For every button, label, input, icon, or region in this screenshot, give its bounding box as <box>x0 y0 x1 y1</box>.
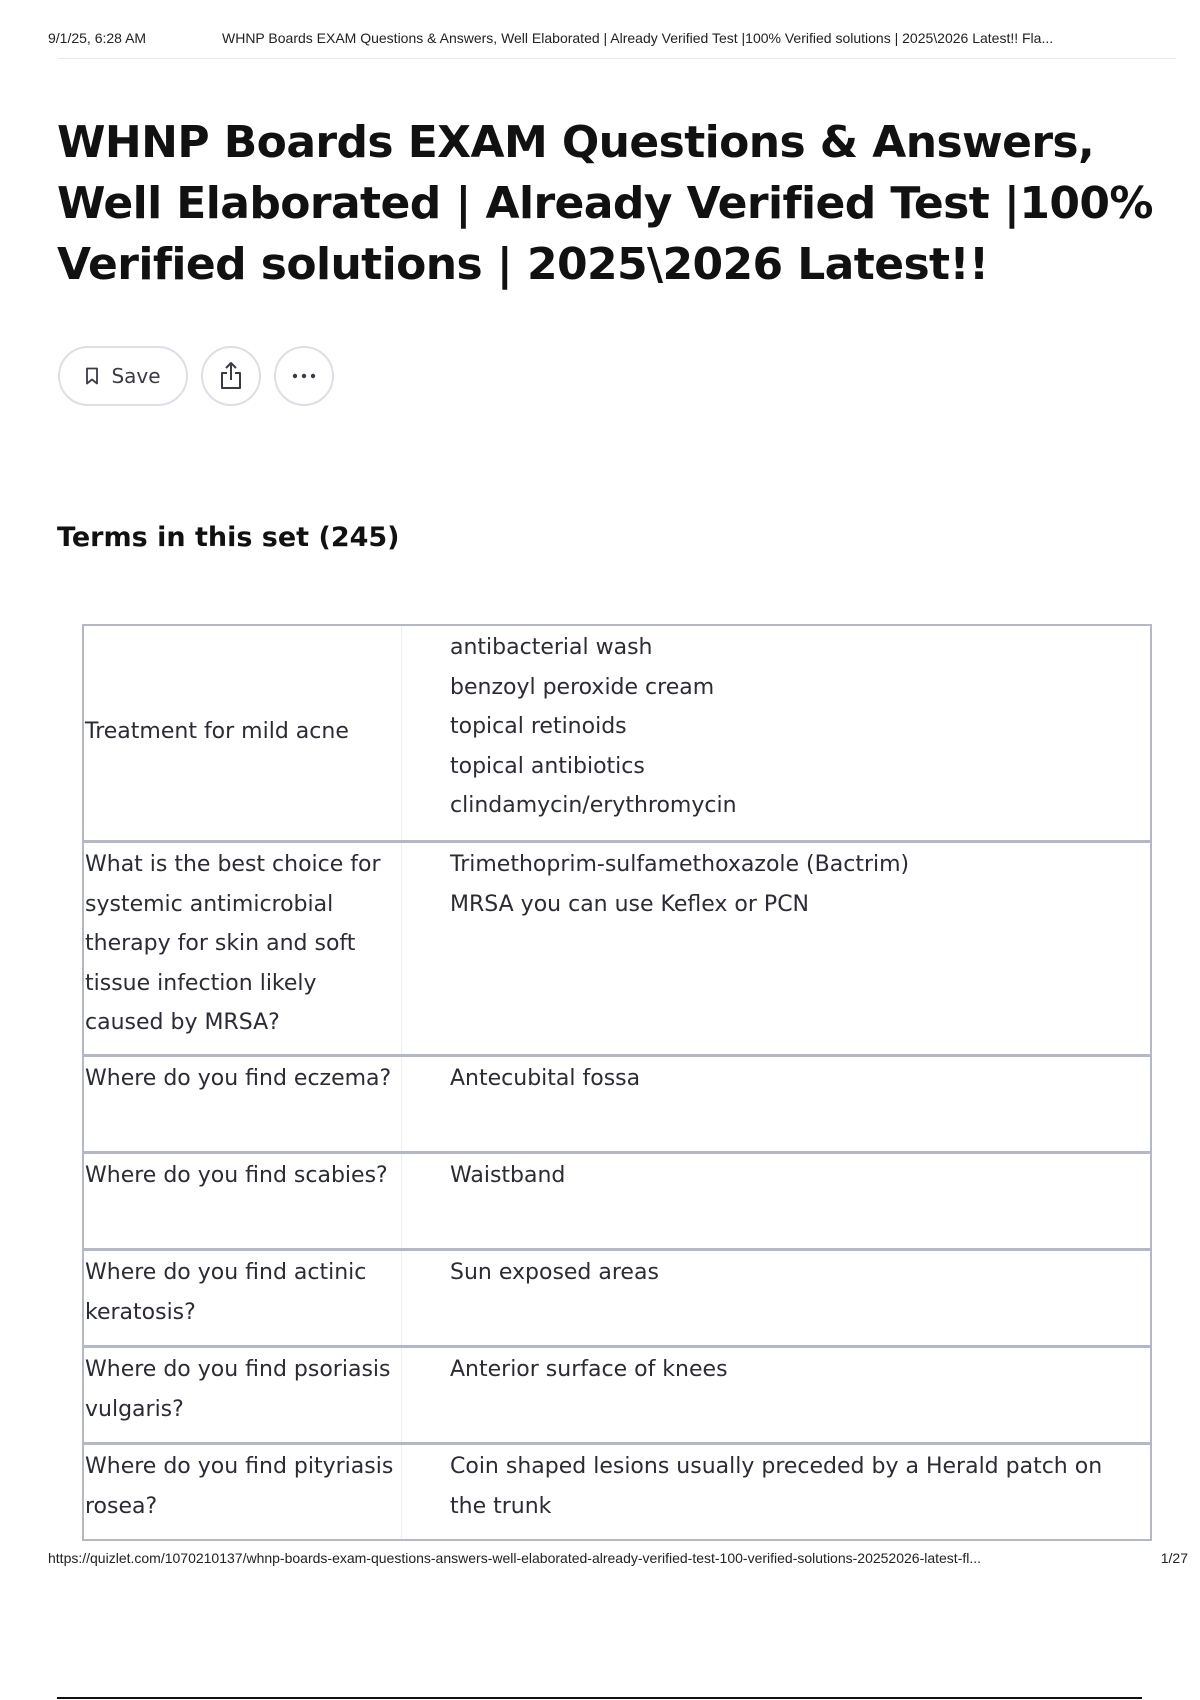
definition-line: Antecubital fossa <box>450 1066 641 1091</box>
term-cell <box>84 626 402 840</box>
definition-line: benzoyl peroxide cream <box>450 674 715 700</box>
term-cell <box>84 843 402 1054</box>
print-url: https://quizlet.com/1070210137/whnp-boards-exam-questions-answers-well-elaborated-already-verified-test-100-verified-solutions-20252026-latest-fl... <box>48 1550 982 1566</box>
print-header <box>48 30 1180 46</box>
definition-line: Trimethoprim-sulfamethoxazole (Bactrim) <box>450 852 910 877</box>
terms-heading: Terms in this set (245) <box>57 522 400 553</box>
share-button[interactable] <box>201 346 261 406</box>
definition-cell <box>402 1251 1150 1345</box>
definition-line: antibacterial wash <box>450 635 653 660</box>
term-cell <box>84 1057 402 1151</box>
definition-line: topical antibiotics <box>450 753 645 779</box>
page-title: WHNP Boards EXAM Questions & Answers, Well Elaborated | Already Verified Test |100% Verified solutions | 2025\2026 Latest!! <box>57 117 1153 290</box>
term-text: Treatment for mild acne <box>85 719 349 745</box>
definition-cell <box>402 1348 1150 1442</box>
term-cell <box>84 1154 402 1248</box>
definition-cell <box>402 1445 1150 1539</box>
more-horizontal-icon <box>291 373 317 379</box>
header-divider <box>58 58 1176 59</box>
print-doc-title: WHNP Boards EXAM Questions & Answers, Well Elaborated | Already Verified Test |100% Verified solutions | 2025\2026 Latest!! Fla... <box>222 30 1054 46</box>
definition-line: topical retinoids <box>450 714 627 739</box>
terms-table <box>82 624 1152 1541</box>
definition-line: clindamycin/erythromycin <box>450 793 737 818</box>
save-button[interactable] <box>58 346 188 406</box>
print-datetime: 9/1/25, 6:28 AM <box>48 30 147 46</box>
page-number: 1/27 <box>1160 1550 1188 1566</box>
term-cell <box>84 1251 402 1345</box>
definition-line: Sun exposed areas <box>450 1260 659 1285</box>
definition-cell <box>402 843 1150 1054</box>
table-row <box>84 1054 1150 1151</box>
definition-cell <box>402 1154 1150 1248</box>
table-row <box>84 1151 1150 1248</box>
definition-cell <box>402 1057 1150 1151</box>
page-bottom-divider <box>57 1697 1142 1699</box>
term-text: Where do you find eczema? <box>85 1066 392 1091</box>
table-row <box>84 1248 1150 1345</box>
definition-line: MRSA you can use Keflex or PCN <box>450 891 810 917</box>
term-cell <box>84 1348 402 1442</box>
definition-line: Anterior surface of knees <box>450 1357 728 1382</box>
save-button-label: Save <box>111 364 161 388</box>
set-actions <box>58 346 334 406</box>
term-text: Where do you find pityriasis rosea? <box>85 1454 394 1519</box>
term-text: Where do you find scabies? <box>85 1163 388 1188</box>
bookmark-icon <box>85 367 99 385</box>
share-icon <box>218 361 244 391</box>
more-options-button[interactable] <box>274 346 334 406</box>
definition-line: Coin shaped lesions usually preceded by a Herald patch on the trunk <box>450 1454 1103 1519</box>
term-text: Where do you find actinic keratosis? <box>85 1260 367 1325</box>
term-cell <box>84 1445 402 1539</box>
definition-line: Waistband <box>450 1163 566 1188</box>
term-text: What is the best choice for systemic antimicrobial therapy for skin and soft tissue infection likely caused by MRSA? <box>85 852 381 1035</box>
term-text: Where do you find psoriasis vulgaris? <box>85 1357 391 1422</box>
table-row <box>84 626 1150 840</box>
table-row <box>84 1345 1150 1442</box>
definition-cell <box>402 626 1150 840</box>
table-row <box>84 1442 1150 1539</box>
print-footer <box>48 1550 1188 1566</box>
table-row <box>84 840 1150 1054</box>
